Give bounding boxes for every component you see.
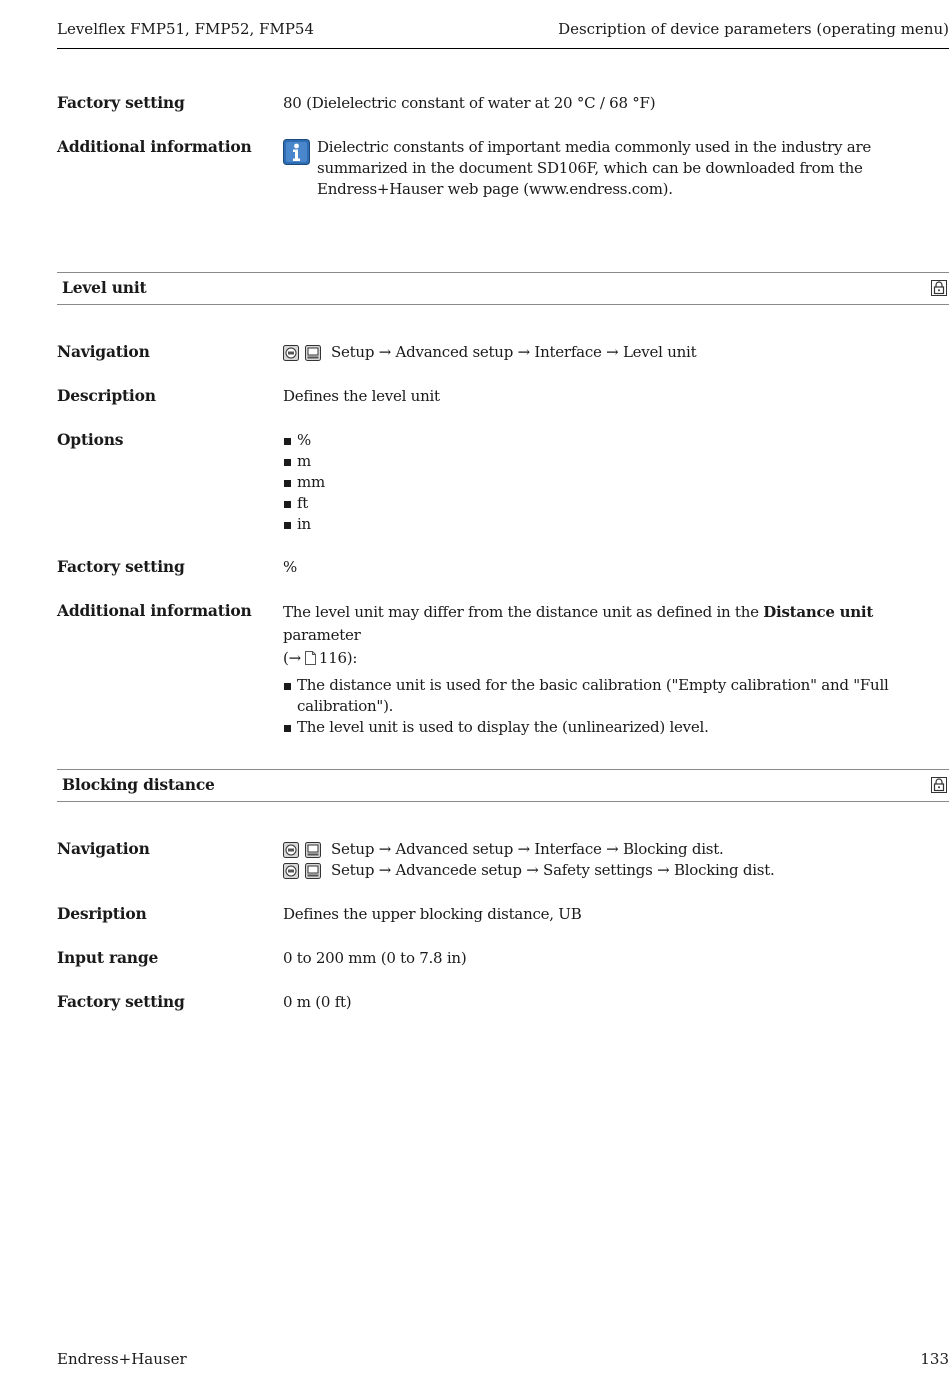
page-header [57, 20, 949, 49]
input-range-value: 0 to 200 mm (0 to 7.8 in) [283, 949, 467, 967]
factory-setting-label: Factory setting [57, 93, 185, 112]
factory-setting-label: Factory setting [57, 992, 185, 1011]
input-range-label: Input range [57, 948, 159, 967]
factory-setting-value: 80 (Dielelectric constant of water at 20 °C / 68 °F) [283, 94, 656, 112]
navigation-label: Navigation [57, 839, 150, 858]
page-number: 133 [920, 1350, 949, 1368]
level-unit-factory-setting-row [57, 557, 949, 581]
factory-setting-value: 0 m (0 ft) [283, 993, 352, 1011]
blocking-distance-input-range-row [57, 948, 949, 972]
lock-icon [931, 280, 947, 296]
list-item: The distance unit is used for the basic calibration ("Empty calibration" and "Full calibration"). [283, 675, 949, 717]
additional-info-paragraph: The level unit may differ from the distance unit as defined in the Distance unit parameter (→ 116): [283, 603, 874, 667]
section-header-blocking-distance [57, 769, 949, 802]
distance-unit-reference: Distance unit [763, 603, 874, 621]
header-document-title: Levelflex FMP51, FMP52, FMP54 [57, 20, 315, 38]
description-value: Defines the level unit [283, 387, 440, 405]
page-reference-icon [305, 651, 316, 665]
blocking-distance-description-row [57, 904, 949, 928]
footer-company: Endress+Hauser [57, 1350, 187, 1368]
display-module-icon [283, 842, 299, 858]
display-module-icon [283, 863, 299, 879]
blocking-distance-factory-setting-row [57, 992, 949, 1016]
list-item: The level unit is used to display the (unlinearized) level. [283, 717, 949, 738]
operating-tool-icon [305, 345, 321, 361]
additional-info-label: Additional information [57, 601, 252, 620]
description-label: Description [57, 386, 156, 405]
navigation-path: Setup → Advanced setup → Interface → Level unit [331, 343, 697, 361]
list-item: in [283, 514, 949, 535]
navigation-label: Navigation [57, 342, 150, 361]
list-item: ft [283, 493, 949, 514]
section-title-level-unit: Level unit [62, 278, 147, 297]
navigation-path-line [283, 860, 949, 881]
additional-info-text: Dielectric constants of important media commonly used in the industry are summarized in the document SD106F, which can be downloaded from the Endress+Hauser web page (www.endress.com). [317, 138, 872, 198]
navigation-path-line [283, 839, 949, 860]
description-value: Defines the upper blocking distance, UB [283, 905, 582, 923]
factory-setting-value: % [283, 558, 298, 576]
navigation-path: Setup → Advancede setup → Safety settings → Blocking dist. [331, 861, 775, 879]
top-factory-setting-row [57, 93, 949, 117]
options-label: Options [57, 430, 124, 449]
info-icon [283, 139, 310, 165]
list-item: m [283, 451, 949, 472]
top-additional-info-row [57, 137, 949, 203]
operating-tool-icon [305, 863, 321, 879]
list-item: mm [283, 472, 949, 493]
level-unit-description-row [57, 386, 949, 410]
navigation-path-line [283, 342, 949, 363]
page-reference-link[interactable]: 116): [318, 649, 358, 667]
header-section-title: Description of device parameters (operating menu) [558, 20, 949, 38]
lock-icon [931, 777, 947, 793]
options-list [283, 430, 949, 535]
level-unit-navigation-row [57, 342, 949, 366]
section-header-level-unit [57, 272, 949, 305]
blocking-distance-navigation-row [57, 839, 949, 885]
description-label: Desription [57, 904, 147, 923]
additional-info-bullets [283, 675, 949, 738]
operating-tool-icon [305, 842, 321, 858]
level-unit-additional-info-row [57, 601, 949, 736]
factory-setting-label: Factory setting [57, 557, 185, 576]
additional-info-label: Additional information [57, 137, 252, 156]
level-unit-options-row [57, 430, 949, 538]
section-title-blocking-distance: Blocking distance [62, 775, 215, 794]
display-module-icon [283, 345, 299, 361]
list-item: % [283, 430, 949, 451]
navigation-path: Setup → Advanced setup → Interface → Blocking dist. [331, 840, 724, 858]
